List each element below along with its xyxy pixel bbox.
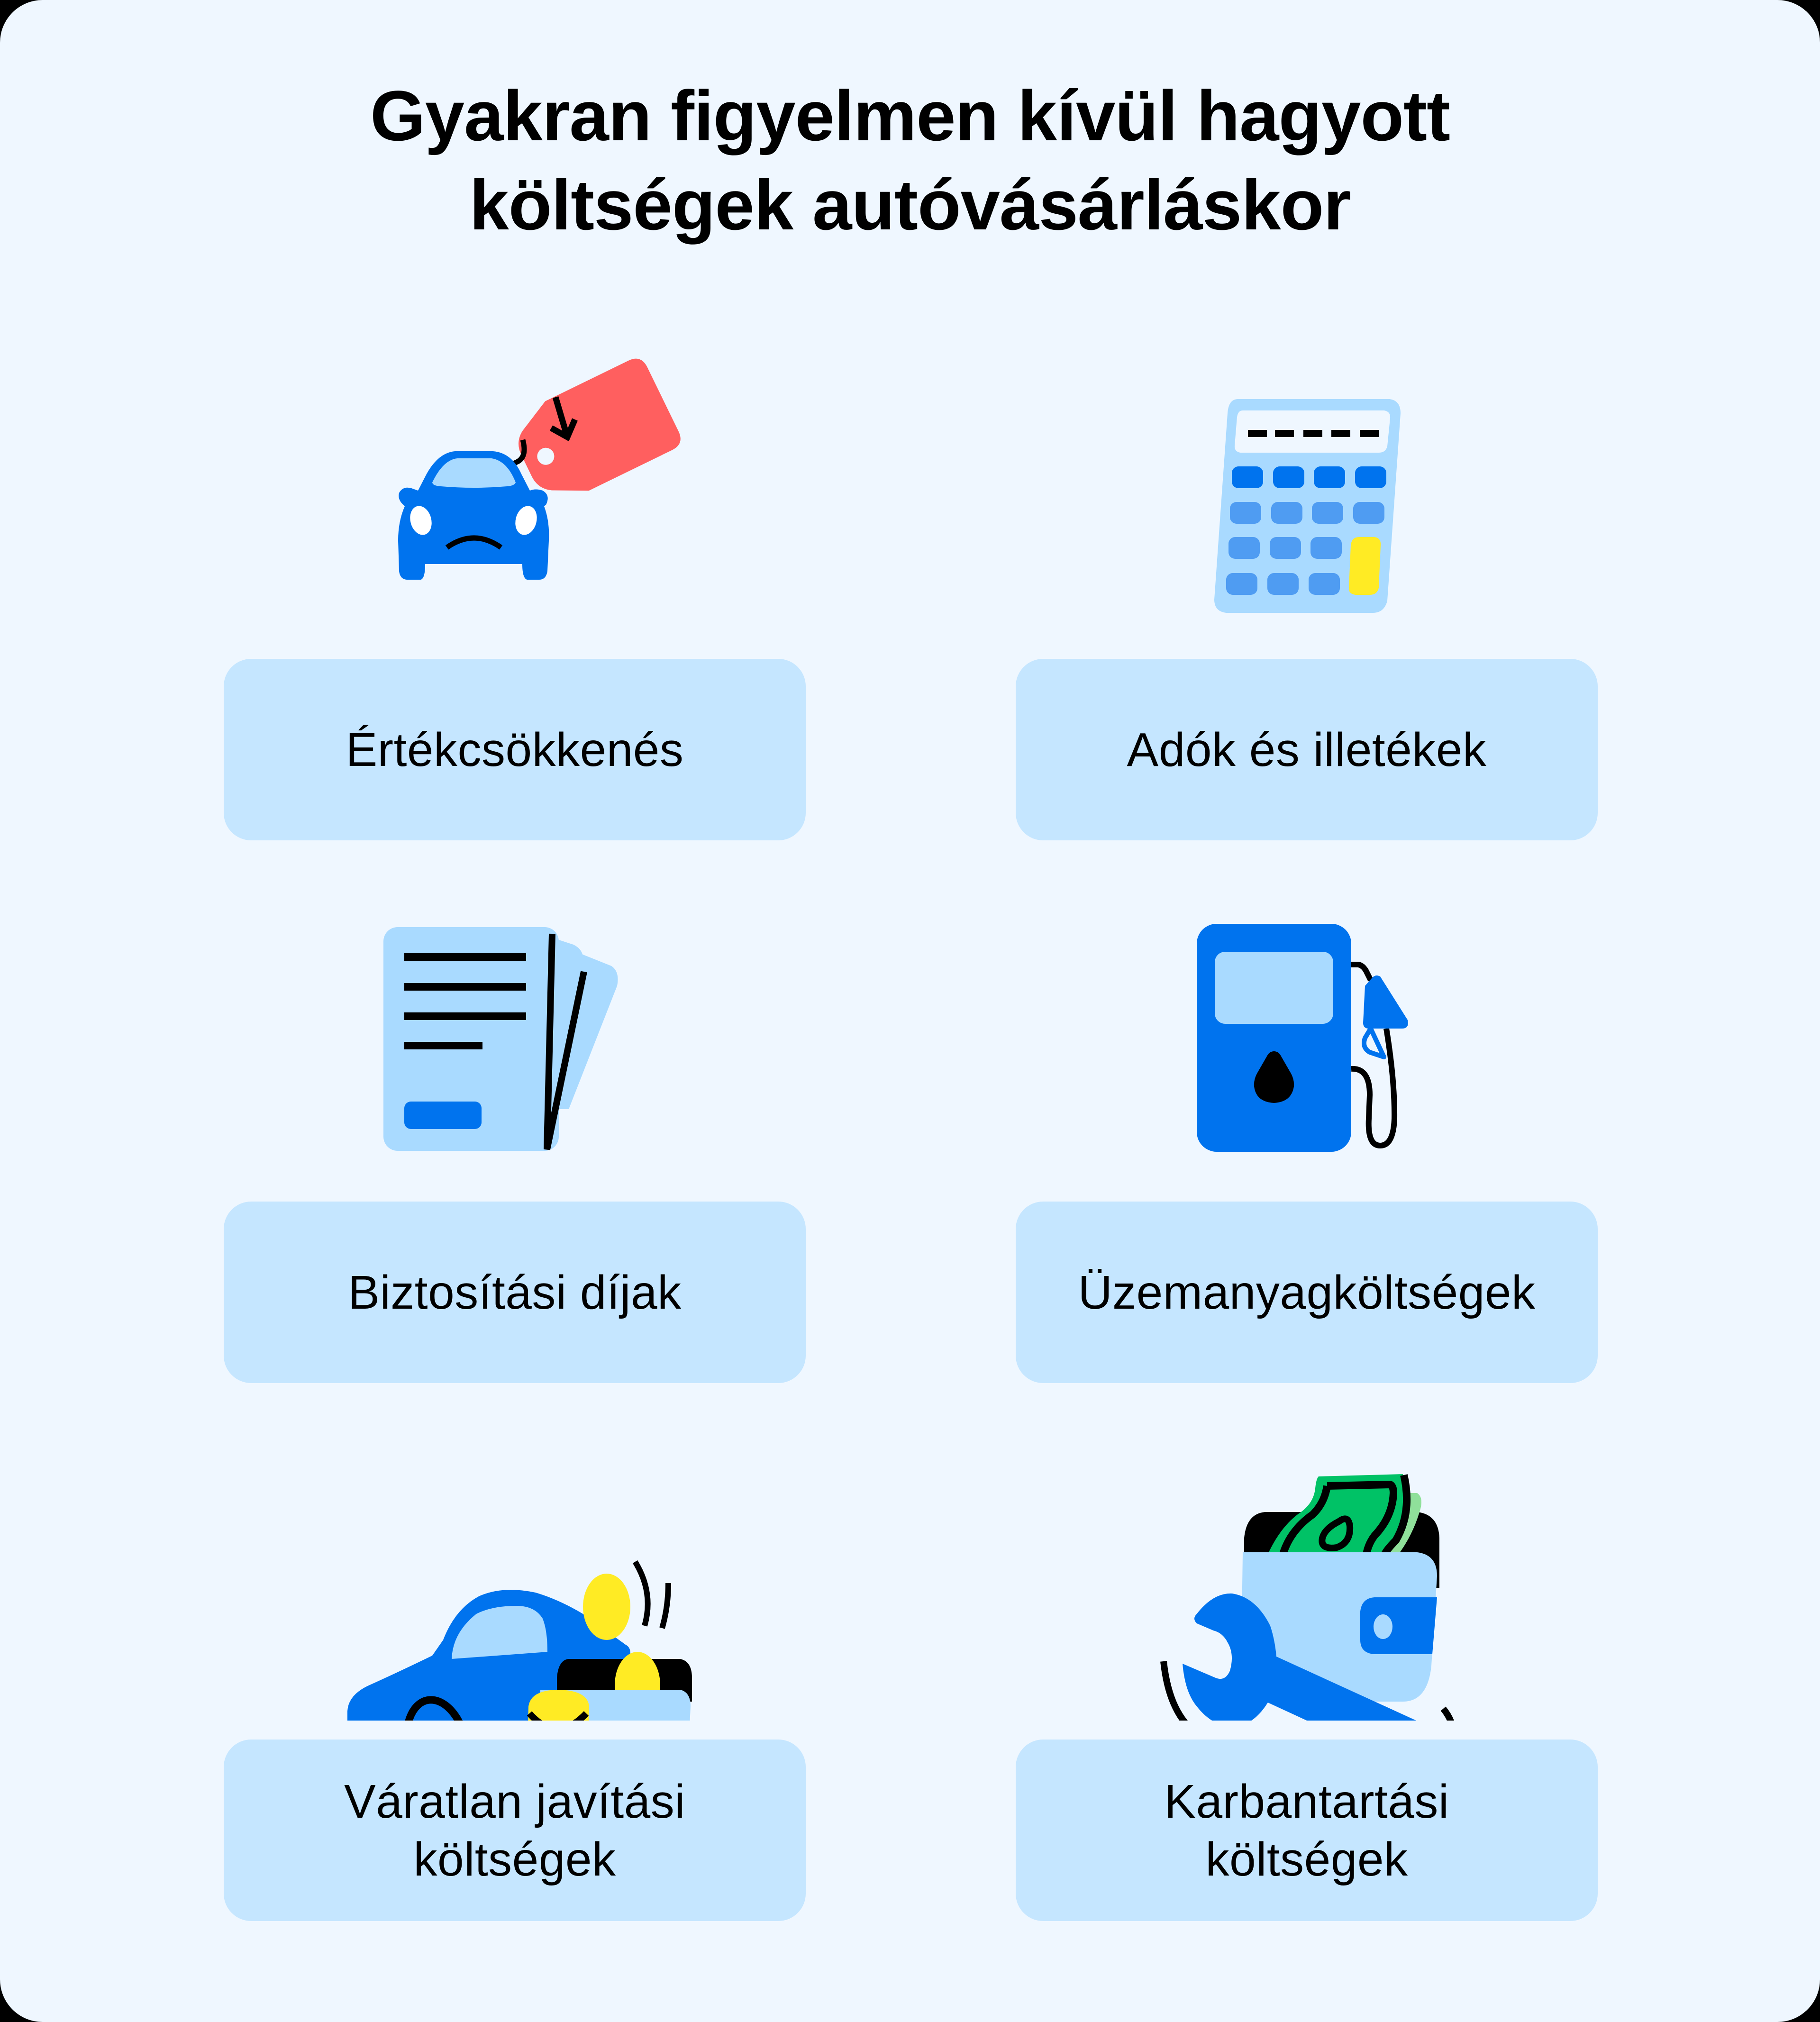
car-coins-wallet-icon xyxy=(332,1455,711,1721)
cost-label-line-1: Váratlan javítási xyxy=(344,1775,685,1828)
wrench-wallet-icon xyxy=(1138,1455,1479,1721)
cost-card-unexpected-repairs xyxy=(224,1740,806,1921)
cost-card-fuel xyxy=(1016,1202,1598,1383)
cost-label xyxy=(344,1773,685,1888)
title-line-1: Gyakran figyelmen kívül hagyott xyxy=(370,76,1450,155)
cost-card-taxes-fees xyxy=(1016,659,1598,840)
cost-label: Biztosítási díjak xyxy=(348,1266,682,1319)
car-price-tag-down-icon xyxy=(379,355,735,640)
page-title xyxy=(0,71,1820,249)
cost-label: Adók és illetékek xyxy=(1127,723,1487,776)
cost-label-line-2: költségek xyxy=(1205,1832,1408,1886)
cost-label: Üzemanyagköltségek xyxy=(1078,1266,1536,1319)
cost-label: Értékcsökkenés xyxy=(346,723,684,776)
calculator-icon xyxy=(1185,379,1446,630)
documents-icon xyxy=(370,910,664,1166)
cost-card-maintenance xyxy=(1016,1740,1598,1921)
cost-card-depreciation xyxy=(224,659,806,840)
cost-card-insurance xyxy=(224,1202,806,1383)
cost-label-line-1: Karbantartási xyxy=(1164,1775,1449,1828)
fuel-pump-icon xyxy=(1175,910,1431,1166)
title-line-2: költségek autóvásárláskor xyxy=(469,165,1351,245)
cost-label xyxy=(1164,1773,1449,1888)
cost-label-line-2: költségek xyxy=(413,1832,616,1886)
